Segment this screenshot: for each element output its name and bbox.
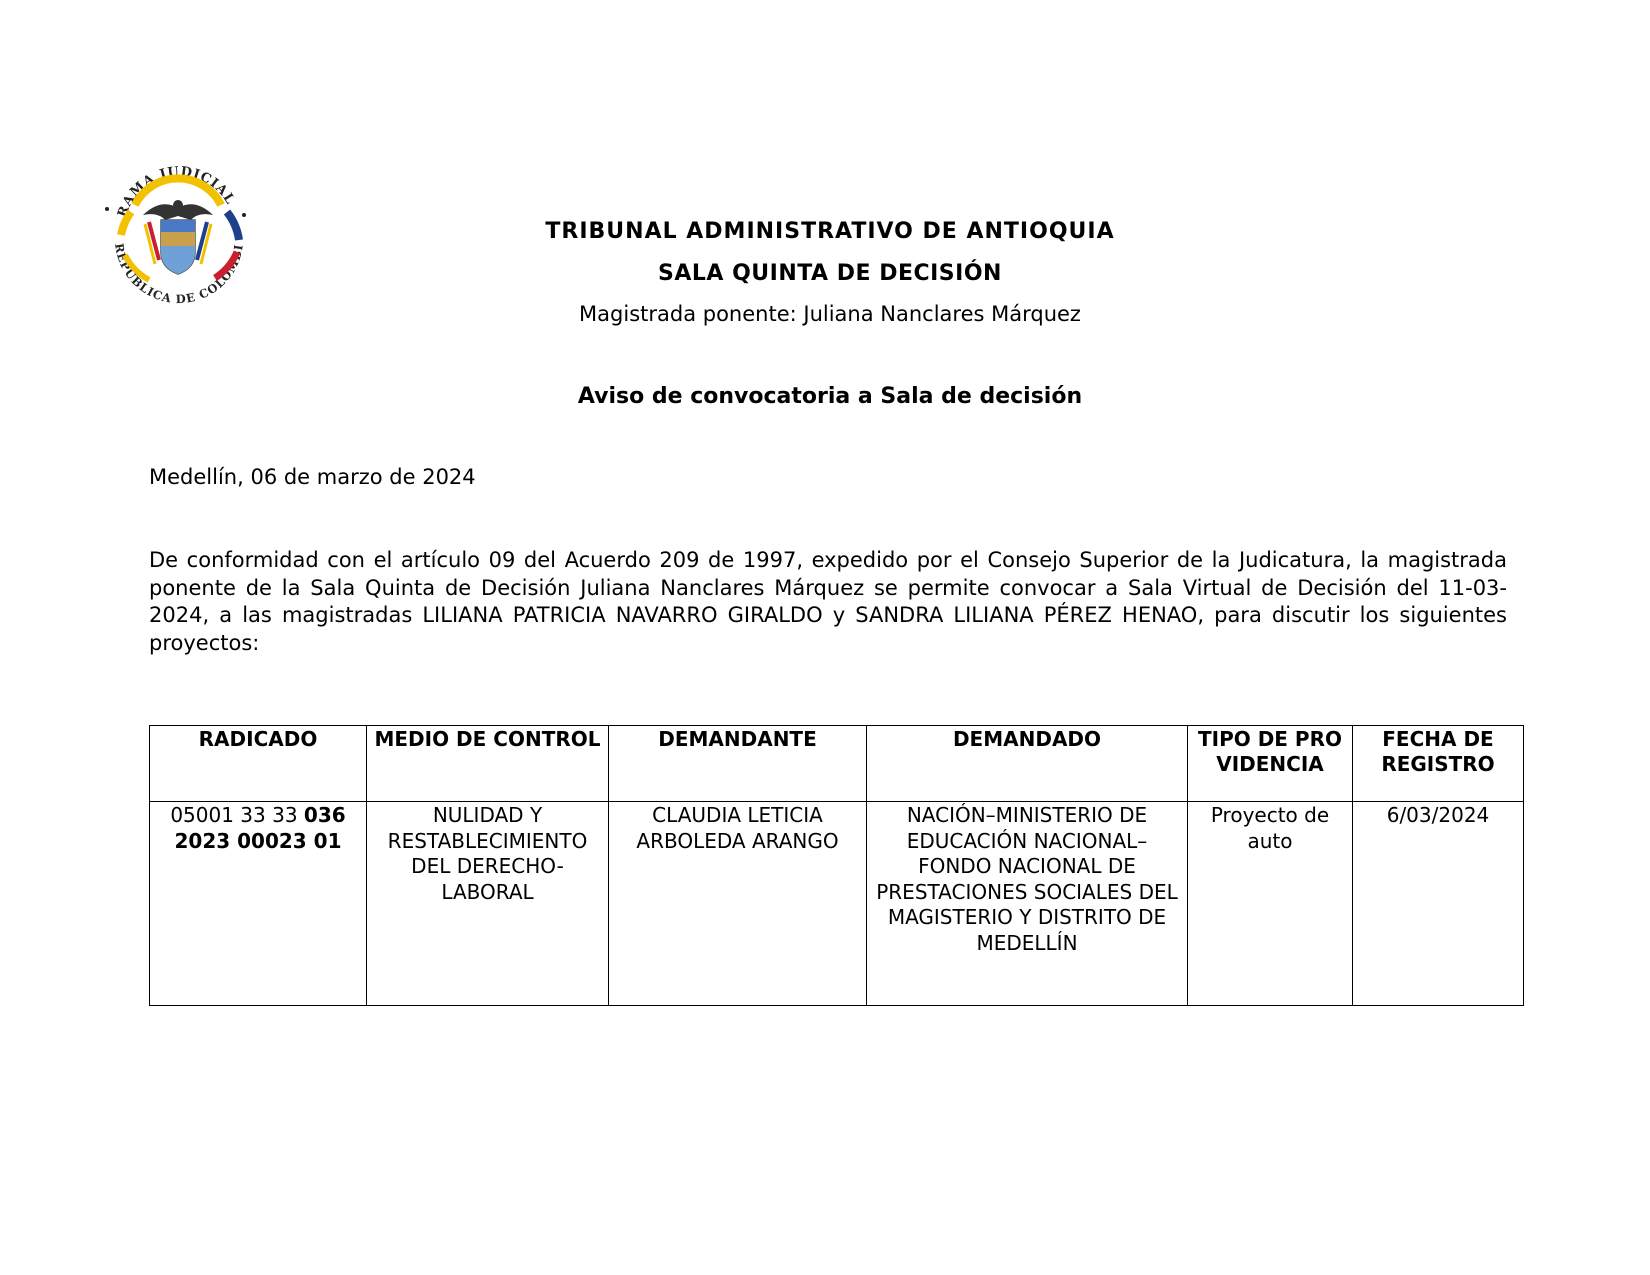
cell-tipo-providencia: Proyecto de auto [1188, 802, 1353, 1006]
convocation-paragraph: De conformidad con el artículo 09 del Acuerdo 209 de 1997, expedido por el Consejo Superior de la Judicatura, la magistrada ponente de la Sala Quinta de Decisión Juliana Nanclares Márquez se permite convocar a Sala Virtual de Decisión del 11-03-2024, a las magistradas LILIANA PATRICIA NAVARRO GIRALDO y SANDRA LILIANA PÉREZ HENAO, para discutir los siguientes proyectos: [149, 548, 1507, 655]
cell-fecha-registro: 6/03/2024 [1353, 802, 1524, 1006]
header-radicado: RADICADO [150, 726, 367, 802]
cell-demandante: CLAUDIA LETICIA ARBOLEDA ARANGO [609, 802, 867, 1006]
radicado-prefix: 05001 33 33 [170, 803, 298, 827]
header-demandante: DEMANDANTE [609, 726, 867, 802]
radicado-number: 036 2023 00023 01 [174, 803, 346, 853]
header-fecha-registro: FECHA DE REGISTRO [1353, 726, 1524, 802]
city-date: Medellín, 06 de marzo de 2024 [149, 465, 476, 489]
rama-judicial-logo [103, 160, 253, 320]
rapporteur-magistrate: Magistrada ponente: Juliana Nanclares Márquez [579, 302, 1081, 326]
cell-medio-control: NULIDAD Y RESTABLECIMIENTO DEL DERECHO-LABORAL [367, 802, 609, 1006]
court-title: TRIBUNAL ADMINISTRATIVO DE ANTIOQUIA [545, 219, 1115, 244]
header-demandado: DEMANDADO [867, 726, 1188, 802]
projects-table [149, 725, 1524, 1006]
colombia-coat-of-arms-seal-icon [103, 160, 253, 320]
logo-bottom-text: REPÚBLICA DE COLOMBI [112, 242, 246, 307]
header-tipo-providencia: TIPO DE PROVIDENCIA [1188, 726, 1353, 802]
cell-demandado: NACIÓN–MINISTERIO DE EDUCACIÓN NACIONAL–FONDO NACIONAL DE PRESTACIONES SOCIALES DEL MAGISTERIO Y DISTRITO DE MEDELLÍN [867, 802, 1188, 1006]
chamber-title: SALA QUINTA DE DECISIÓN [658, 261, 1002, 286]
logo-top-text: RAMA JUDICIAL [115, 164, 238, 220]
table-header-row [150, 726, 1524, 802]
notice-title: Aviso de convocatoria a Sala de decisión [577, 384, 1083, 409]
table-row [150, 802, 1524, 1006]
cell-radicado [150, 802, 367, 1006]
header-medio-control: MEDIO DE CONTROL [367, 726, 609, 802]
